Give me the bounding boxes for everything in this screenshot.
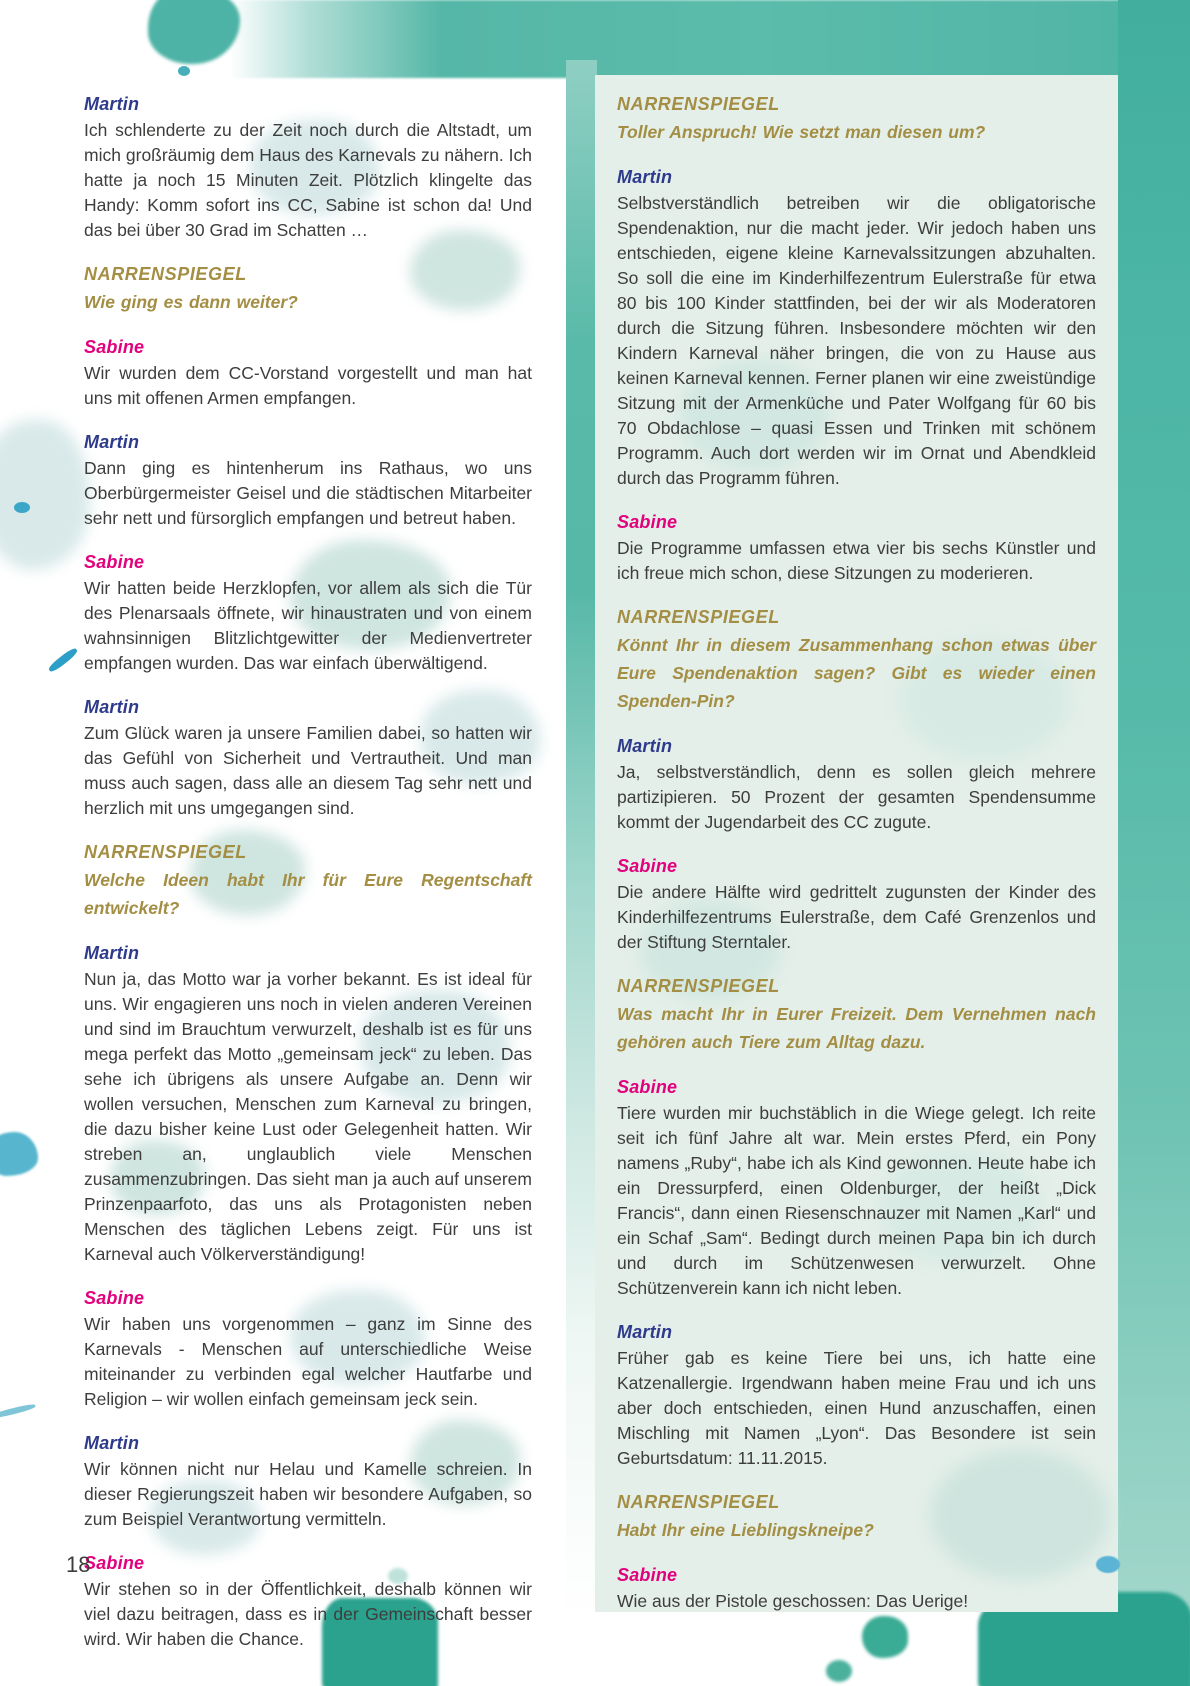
speaker-label-sabine: Sabine [617,512,678,532]
speaker-label-martin: Martin [84,943,140,963]
question-text: Wie ging es dann weiter? [84,292,298,312]
answer-text: Dann ging es hintenherum ins Rathaus, wo uns Oberbürgermeister Geisel und die städtischen Mitarbeiter sehr nett und fürsorglich empfangen und betreut haben. [84,458,532,528]
speaker-label-sabine: Sabine [84,1288,145,1308]
interview-block [84,1553,532,1652]
cyan-brush-stroke [47,646,79,673]
answer-text: Wir hatten beide Herzklopfen, vor allem als sich die Tür des Plenarsaals öffnete, wir hinaustraten und von einem wahnsinnigen Blitzlichtgewitter der Medienvertreter empfangen wurden. Das war einfach überwältigend. [84,578,532,673]
interview-block [84,264,532,316]
interview-block [617,607,1096,715]
answer-text: Nun ja, das Motto war ja vorher bekannt. Es ist ideal für uns. Wir engagieren uns noch in vielen anderen Vereinen und sind im Brauchtum verwurzelt, deshalb ist es für uns mega perfekt das Motto „gemeinsam jeck“ zu leben. Das sehe ich übrigens als unsere Aufgabe an. Denn wir wollen versuchen, Menschen zum Karneval zu bringen, die dazu bisher keine Lust oder Gelegenheit hatten. Wir streben an, unglaublich viele Menschen zusammenzubringen. Das sieht man ja auch auf unserem Prinzenpaarfoto, das uns als Protagonisten neben Menschen des täglichen Lebens zeigt. Für uns ist Karneval auch Völkerverständigung! [84,969,532,1264]
answer-text: Ich schlenderte zu der Zeit noch durch die Altstadt, um mich großräumig dem Haus des Karnevals zu nähern. Ich hatte ja noch 15 Minuten Zeit. Plötzlich klingelte das Handy: Komm sofort ins CC, Sabine ist schon da! Und das bei über 30 Grad im Schatten … [84,120,532,240]
watercolor-splotch [0,420,90,570]
cyan-stroke [0,1403,36,1419]
answer-text: Wie aus der Pistole geschossen: Das Uerige! [617,1591,969,1611]
interview-block [617,856,1096,955]
watercolor-splotch-top-center [148,0,240,64]
interview-block [617,976,1096,1056]
page-number: 18 [66,1552,91,1577]
speaker-label-sabine: Sabine [84,552,145,572]
interview-block [84,552,532,676]
speaker-label-martin: Martin [84,697,140,717]
answer-text: Ja, selbstverständlich, denn es sollen gleich mehrere partizipieren. 50 Prozent der gesamten Spendensumme kommt der Jugendarbeit des CC zugute. [617,762,1096,832]
speaker-label-martin: Martin [84,94,140,114]
blue-droplet [1096,1556,1120,1573]
interviewer-label: NARRENSPIEGEL [617,94,780,114]
answer-text: Wir haben uns vorgenommen – ganz im Sinne des Karnevals - Menschen auf unterschiedliche Weise miteinander zu verbinden egal welcher Hautfarbe und Religion – wir wollen einfach gemeinsam jeck sein. [84,1314,532,1409]
interviewer-label: NARRENSPIEGEL [84,842,247,862]
answer-text: Die andere Hälfte wird gedrittelt zugunsten der Kinder des Kinderhilfezentrums Eulerstraße, dem Café Grenzenlos und der Stiftung Sterntaler. [617,882,1096,952]
interview-block [617,1492,1096,1544]
speaker-label-sabine: Sabine [617,1565,678,1585]
answer-text: Die Programme umfassen etwa vier bis sechs Künstler und ich freue mich schon, diese Sitzungen zu moderieren. [617,538,1096,583]
interview-block [84,432,532,531]
answer-text: Wir wurden dem CC-Vorstand vorgestellt und man hat uns mit offenen Armen empfangen. [84,363,532,408]
question-text: Welche Ideen habt Ihr für Eure Regentschaft entwickelt? [84,870,532,918]
interview-block [84,337,532,411]
cyan-dot [14,502,30,513]
speaker-label-martin: Martin [84,1433,140,1453]
interview-block [617,167,1096,491]
speaker-label-sabine: Sabine [84,337,145,357]
interview-block [84,697,532,821]
right-column [617,94,1096,1635]
interviewer-label: NARRENSPIEGEL [617,1492,780,1512]
speaker-label-sabine: Sabine [617,856,678,876]
interviewer-label: NARRENSPIEGEL [617,976,780,996]
interviewer-label: NARRENSPIEGEL [84,264,247,284]
watercolor-dot-top [178,66,190,76]
speaker-label-martin: Martin [617,736,673,756]
question-text: Was macht Ihr in Eurer Freizeit. Dem Vernehmen nach gehören auch Tiere zum Alltag dazu. [617,1004,1096,1052]
speaker-label-sabine: Sabine [84,1553,145,1573]
left-column [84,94,532,1673]
interviewer-label: NARRENSPIEGEL [617,607,780,627]
speaker-label-sabine: Sabine [617,1077,678,1097]
answer-text: Früher gab es keine Tiere bei uns, ich hatte eine Katzenallergie. Irgendwann haben meine Frau und ich uns aber doch entschieden, einen Hund anzuschaffen, einen Mischling mit Namen „Lyon“. Das Besondere ist sein Geburtsdatum: 11.11.2015. [617,1348,1096,1468]
answer-text: Selbstverständlich betreiben wir die obligatorische Spendenaktion, nur die macht jeder. Wir jedoch haben uns entschieden, eigene kleine Karnevalssitzungen abzuhalten. So soll die eine im Kinderhilfezentrum Eulerstraße für etwa 80 bis 100 Kinder stattfinden, bei der wir als Moderatoren durch die Sitzung führen. Insbesondere möchten wir den Kindern Karneval näher bringen, die von zu Hause aus keinen Karneval kennen. Ferner planen wir eine zweistündige Sitzung mit der Armenküche und Pater Wolfgang für 60 bis 70 Obdachlose – quasi Essen und Trinken mit schönem Programm. Auch dort werden wir im Ornat und Abendkleid durch das Programm führen. [617,193,1096,488]
watercolor-droplet [826,1660,852,1682]
watercolor-wash-right [1118,0,1190,1686]
watercolor-wash-top [230,0,1190,78]
answer-text: Zum Glück waren ja unsere Familien dabei, so hatten wir das Gefühl von Sicherheit und Vertrautheit. Und man muss auch sagen, dass alle an diesem Tag sehr nett und herzlich mit uns umgegangen sind. [84,723,532,818]
question-text: Könnt Ihr in diesem Zusammenhang schon etwas über Eure Spendenaktion sagen? Gibt es wieder einen Spenden-Pin? [617,635,1096,711]
interview-block [84,1433,532,1532]
cyan-splat [0,1132,38,1176]
speaker-label-martin: Martin [617,1322,673,1342]
interview-block [84,94,532,243]
question-text: Toller Anspruch! Wie setzt man diesen um? [617,122,986,142]
watercolor-wash-between-columns [566,60,597,1620]
interview-block [617,736,1096,835]
answer-text: Wir stehen so in der Öffentlichkeit, deshalb können wir viel dazu beitragen, dass es in der Gemeinschaft besser wird. Wir haben die Chance. [84,1579,532,1649]
interview-block [617,94,1096,146]
answer-text: Tiere wurden mir buchstäblich in die Wiege gelegt. Ich reite seit ich fünf Jahre alt war. Mein erstes Pferd, ein Pony namens „Ruby“, habe ich als Kind gewonnen. Heute habe ich ein Dressurpferd, einen Oldenburger, der heißt „Dick Francis“, dann einen Riesenschnauzer mit Namen „Karl“ und ein Schaf „Sam“. Bedingt durch meinen Papa bin ich durch und durch im Schützenwesen verwurzelt. Ohne Schützenverein kann ich nicht leben. [617,1103,1096,1298]
interview-block [617,1077,1096,1301]
speaker-label-martin: Martin [84,432,140,452]
speaker-label-martin: Martin [617,167,673,187]
answer-text: Wir können nicht nur Helau und Kamelle schreien. In dieser Regierungszeit haben wir besondere Aufgaben, so zum Beispiel Verantwortung vermitteln. [84,1459,532,1529]
interview-block [617,1565,1096,1614]
interview-block [84,1288,532,1412]
interview-block [84,842,532,922]
interview-block [617,512,1096,586]
interview-block [84,943,532,1267]
question-text: Habt Ihr eine Lieblingskneipe? [617,1520,874,1540]
interview-block [617,1322,1096,1471]
